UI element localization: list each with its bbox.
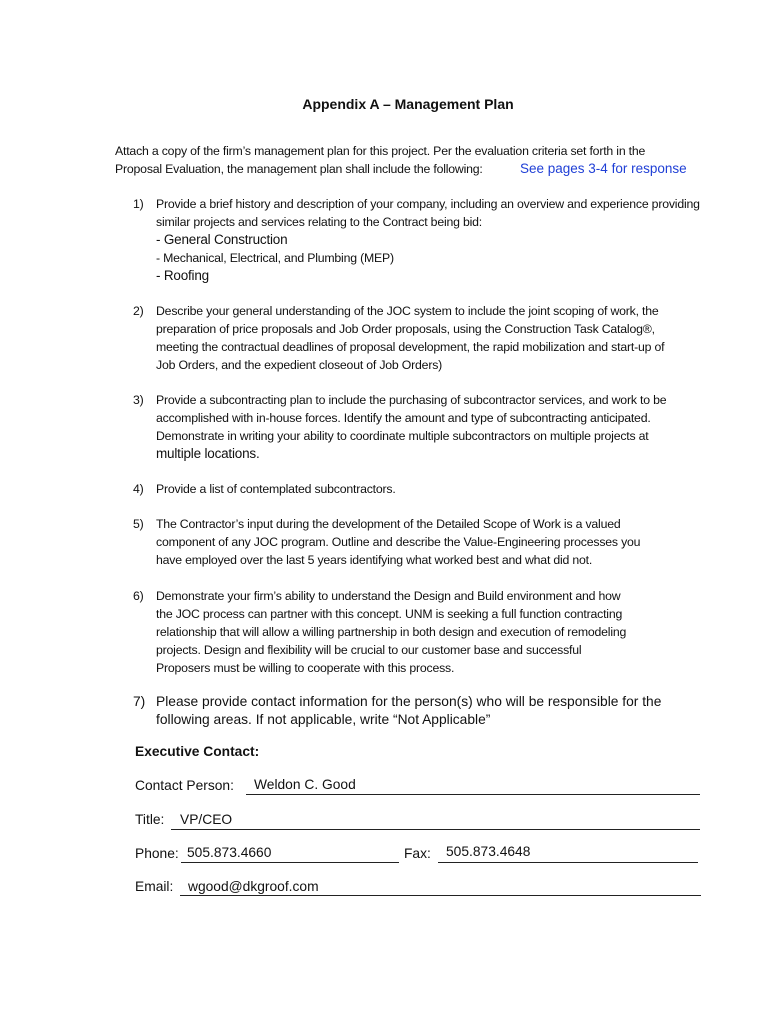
item-line: - General Construction xyxy=(156,232,288,247)
list-item-2 xyxy=(133,302,723,374)
item-line: projects. Design and flexibility will be crucial to our customer base and successful xyxy=(156,643,582,657)
list-item-5 xyxy=(133,515,723,569)
item-line: - Mechanical, Electrical, and Plumbing (MEP) xyxy=(156,251,394,265)
phone-value: 505.873.4660 xyxy=(187,845,272,860)
list-item-3 xyxy=(133,391,723,463)
intro-paragraph xyxy=(115,142,725,178)
email-label: Email: xyxy=(135,879,174,894)
item-number: 7) xyxy=(133,694,146,709)
fax-label: Fax: xyxy=(404,846,431,861)
item-line: relationship that will allow a willing partnership in both design and execution of remodeling xyxy=(156,625,627,639)
item-line: Please provide contact information for the person(s) who will be responsible for the xyxy=(156,694,662,709)
intro-line-2: Proposal Evaluation, the management plan shall include the following: xyxy=(115,162,483,176)
item-line: Proposers must be willing to cooperate with this process. xyxy=(156,661,455,675)
item-number: 4) xyxy=(133,482,144,496)
item-line: similar projects and services relating to the Contract being bid: xyxy=(156,215,483,229)
response-note: See pages 3-4 for response xyxy=(520,161,687,176)
item-line: Provide a list of contemplated subcontractors. xyxy=(156,482,396,496)
title-field[interactable] xyxy=(171,812,700,830)
item-number: 5) xyxy=(133,517,144,531)
item-line: multiple locations. xyxy=(156,446,260,461)
phone-label: Phone: xyxy=(135,846,179,861)
contact-person-value: Weldon C. Good xyxy=(254,777,356,792)
list-item-7 xyxy=(133,693,733,729)
list-item-6 xyxy=(133,587,723,677)
item-number: 1) xyxy=(133,197,144,211)
fax-value: 505.873.4648 xyxy=(446,844,531,859)
item-line: have employed over the last 5 years identifying what worked best and what did not. xyxy=(156,553,593,567)
email-value: wgood@dkgroof.com xyxy=(188,879,319,894)
title-label: Title: xyxy=(135,812,165,827)
item-line: Demonstrate your firm’s ability to understand the Design and Build environment and how xyxy=(156,589,621,603)
item-line: The Contractor’s input during the development of the Detailed Scope of Work is a valued xyxy=(156,517,621,531)
executive-contact-heading: Executive Contact: xyxy=(135,744,260,759)
item-line: following areas. If not applicable, write “Not Applicable” xyxy=(156,712,491,727)
item-line: accomplished with in-house forces. Identify the amount and type of subcontracting anticipated. xyxy=(156,411,651,425)
item-line: Job Orders, and the expedient closeout of Job Orders) xyxy=(156,358,443,372)
item-line: Provide a brief history and description of your company, including an overview and experience providing xyxy=(156,197,700,211)
item-number: 2) xyxy=(133,304,144,318)
item-line: meeting the contractual deadlines of proposal development, the rapid mobilization and start-up of xyxy=(156,340,665,354)
item-line: - Roofing xyxy=(156,268,209,283)
item-line: component of any JOC program. Outline and describe the Value-Engineering processes you xyxy=(156,535,641,549)
item-number: 6) xyxy=(133,589,144,603)
item-line: the JOC process can partner with this concept. UNM is seeking a full function contracting xyxy=(156,607,623,621)
title-value: VP/CEO xyxy=(180,812,233,827)
intro-line-1: Attach a copy of the firm’s management plan for this project. Per the evaluation criteria set forth in the xyxy=(115,144,646,158)
item-line: Describe your general understanding of the JOC system to include the joint scoping of work, the xyxy=(156,304,659,318)
contact-person-label: Contact Person: xyxy=(135,778,234,793)
page-title: Appendix A – Management Plan xyxy=(302,96,514,112)
item-number: 3) xyxy=(133,393,144,407)
item-line: Provide a subcontracting plan to include the purchasing of subcontractor services, and work to be xyxy=(156,393,667,407)
item-line: preparation of price proposals and Job Order proposals, using the Construction Task Catalog®, xyxy=(156,322,655,336)
list-item-4 xyxy=(133,480,723,498)
list-item-1 xyxy=(133,195,723,285)
item-line: Demonstrate in writing your ability to coordinate multiple subcontractors on multiple projects at xyxy=(156,429,649,443)
